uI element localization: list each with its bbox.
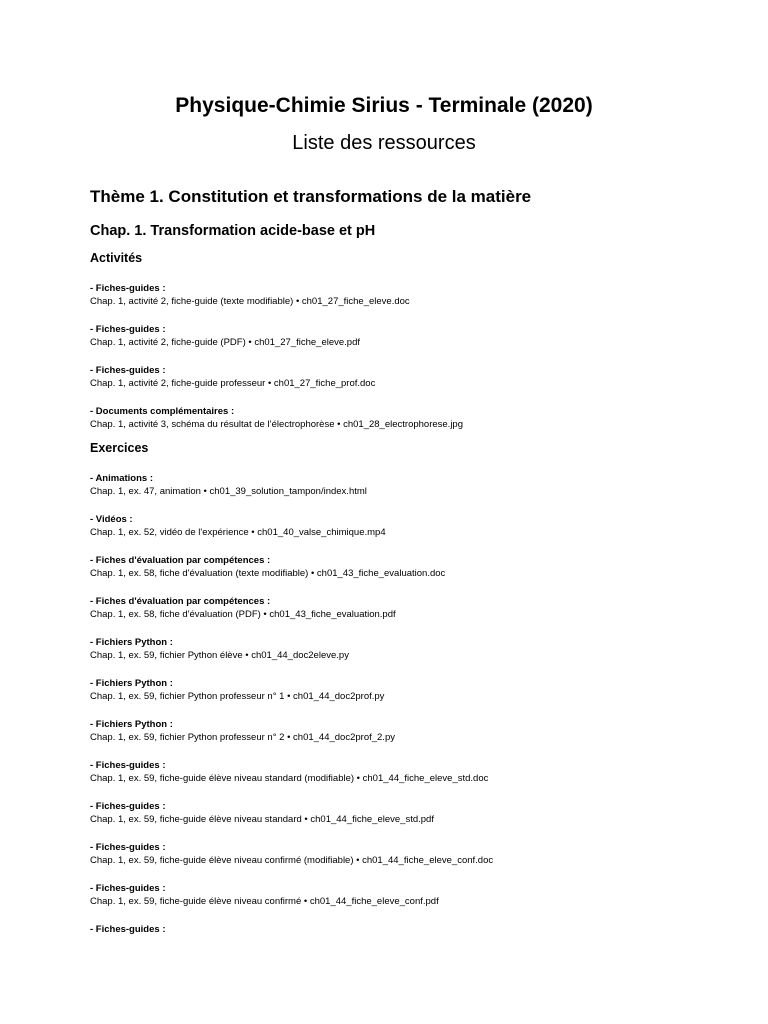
entry-category: - Fiches-guides : (90, 842, 166, 853)
entry-category: - Fiches d'évaluation par compétences : (90, 555, 271, 566)
list-item (90, 472, 750, 498)
entry-text: Chap. 1, activité 2, fiche-guide (texte modifiable) • ch01_27_fiche_eleve.doc (90, 296, 410, 307)
list-item (90, 677, 750, 703)
entry-category: - Fiches-guides : (90, 801, 166, 812)
list-item (90, 405, 750, 431)
entry-category: - Fiches d'évaluation par compétences : (90, 596, 271, 607)
entry-category: - Fiches-guides : (90, 883, 166, 894)
section-heading-activites: Activités (90, 251, 143, 265)
entry-text: Chap. 1, ex. 59, fiche-guide élève niveau confirmé (modifiable) • ch01_44_fiche_eleve_conf.doc (90, 855, 494, 866)
entry-category: - Fichiers Python : (90, 719, 173, 730)
list-item (90, 323, 750, 349)
list-item (90, 282, 750, 308)
list-item (90, 718, 750, 744)
list-item (90, 364, 750, 390)
entry-text: Chap. 1, activité 2, fiche-guide professeur • ch01_27_fiche_prof.doc (90, 378, 376, 389)
chapter-heading: Chap. 1. Transformation acide-base et pH (90, 223, 376, 239)
list-item (90, 554, 750, 580)
entry-text: Chap. 1, activité 2, fiche-guide (PDF) • ch01_27_fiche_eleve.pdf (90, 337, 361, 348)
theme-heading: Thème 1. Constitution et transformations de la matière (90, 187, 532, 206)
list-item (90, 882, 750, 908)
entry-text: Chap. 1, ex. 47, animation • ch01_39_solution_tampon/index.html (90, 486, 367, 497)
entry-text: Chap. 1, ex. 59, fiche-guide élève niveau standard • ch01_44_fiche_eleve_std.pdf (90, 814, 434, 825)
list-item (90, 800, 750, 826)
entry-category: - Fiches-guides : (90, 760, 166, 771)
section-heading-exercices: Exercices (90, 441, 149, 455)
list-item (90, 923, 750, 936)
list-item (90, 759, 750, 785)
entry-category: - Fichiers Python : (90, 637, 173, 648)
document-title: Physique-Chimie Sirius - Terminale (2020) (175, 94, 593, 117)
entry-text: Chap. 1, ex. 52, vidéo de l'expérience • ch01_40_valse_chimique.mp4 (90, 527, 386, 538)
entry-category: - Vidéos : (90, 514, 133, 525)
entry-text: Chap. 1, ex. 59, fiche-guide élève niveau standard (modifiable) • ch01_44_fiche_eleve_std.doc (90, 773, 489, 784)
list-item (90, 513, 750, 539)
entry-text: Chap. 1, activité 3, schéma du résultat de l’électrophorèse • ch01_28_electrophorese.jpg (90, 419, 463, 430)
entry-text: Chap. 1, ex. 59, fichier Python professeur n° 2 • ch01_44_doc2prof_2.py (90, 732, 395, 743)
entry-text: Chap. 1, ex. 59, fichier Python élève • ch01_44_doc2eleve.py (90, 650, 349, 661)
list-item (90, 636, 750, 662)
entry-category: - Fiches-guides : (90, 324, 166, 335)
list-item (90, 595, 750, 621)
entry-category: - Documents complémentaires : (90, 406, 235, 417)
entry-text: Chap. 1, ex. 58, fiche d'évaluation (texte modifiable) • ch01_43_fiche_evaluation.doc (90, 568, 446, 579)
entry-text: Chap. 1, ex. 59, fiche-guide élève niveau confirmé • ch01_44_fiche_eleve_conf.pdf (90, 896, 439, 907)
entry-category: - Fichiers Python : (90, 678, 173, 689)
entry-category: - Animations : (90, 473, 153, 484)
entry-category: - Fiches-guides : (90, 283, 166, 294)
list-item (90, 841, 750, 867)
document-subtitle: Liste des ressources (292, 132, 476, 154)
entry-text: Chap. 1, ex. 59, fichier Python professeur n° 1 • ch01_44_doc2prof.py (90, 691, 385, 702)
entry-category: - Fiches-guides : (90, 924, 166, 935)
entry-text: Chap. 1, ex. 58, fiche d'évaluation (PDF) • ch01_43_fiche_evaluation.pdf (90, 609, 396, 620)
entry-category: - Fiches-guides : (90, 365, 166, 376)
